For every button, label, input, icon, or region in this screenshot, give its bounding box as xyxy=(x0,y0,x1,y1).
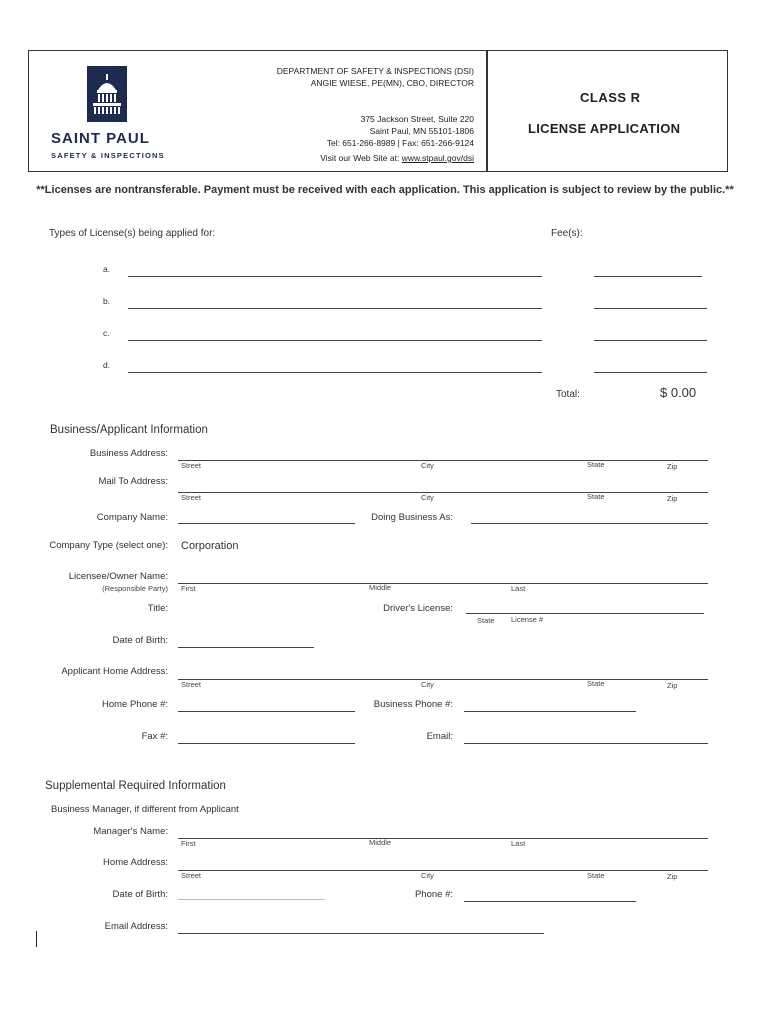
owner-first-label: First xyxy=(181,584,196,593)
manager-home-street: Street xyxy=(181,871,202,880)
drivers-license-label: Driver's License: xyxy=(383,603,453,614)
business-phone-field[interactable] xyxy=(464,711,636,712)
license-row-a-label: a. xyxy=(103,264,111,274)
license-type-a-field[interactable] xyxy=(128,276,542,277)
mail-address-state: State xyxy=(587,492,605,501)
business-address-zip: Zip xyxy=(667,462,678,471)
manager-home-state: State xyxy=(587,871,605,880)
manager-home-address-field[interactable] xyxy=(178,870,708,871)
fee-c-field[interactable] xyxy=(594,340,707,341)
business-phone-label: Business Phone #: xyxy=(373,699,453,710)
license-row-b-label: b. xyxy=(103,296,111,306)
manager-email-label: Email Address: xyxy=(104,921,168,932)
form-title: LICENSE APPLICATION xyxy=(528,121,681,136)
notice-text: **Licenses are nontransferable. Payment must be received with each application. This application is subject to review by the public.** xyxy=(36,184,734,196)
capitol-logo-icon xyxy=(87,66,127,122)
mail-address-street: Street xyxy=(181,493,202,502)
company-type-select[interactable]: Corporation xyxy=(181,540,239,552)
mail-address-zip: Zip xyxy=(667,494,678,503)
fee-a-field[interactable] xyxy=(594,276,702,277)
total-label: Total: xyxy=(556,389,580,400)
home-address-street: Street xyxy=(181,680,202,689)
dob-field[interactable] xyxy=(178,647,314,648)
license-types-label: Types of License(s) being applied for: xyxy=(49,228,216,239)
class-title: CLASS R xyxy=(580,90,641,105)
manager-first-label: First xyxy=(181,839,196,848)
fee-d-field[interactable] xyxy=(594,372,707,373)
address-line-1: 375 Jackson Street, Suite 220 xyxy=(360,114,474,124)
license-row-c-label: c. xyxy=(103,328,110,338)
home-address-field[interactable] xyxy=(178,679,708,680)
logo-name: SAINT PAUL xyxy=(51,130,150,147)
business-address-field[interactable] xyxy=(178,460,708,461)
owner-name-label: Licensee/Owner Name: xyxy=(68,571,168,582)
email-label: Email: xyxy=(426,731,453,742)
total-value[interactable]: $ 0.00 xyxy=(660,385,697,400)
manager-middle-label: Middle xyxy=(369,838,392,847)
mail-address-label: Mail To Address: xyxy=(98,476,168,487)
website-link[interactable]: www.stpaul.gov/dsi xyxy=(401,153,474,163)
drivers-license-state: State xyxy=(477,616,495,625)
manager-home-address-label: Home Address: xyxy=(103,857,168,868)
business-address-state: State xyxy=(587,460,605,469)
owner-middle-label: Middle xyxy=(369,583,392,592)
logo-subtitle: SAFETY & INSPECTIONS xyxy=(51,151,165,160)
mail-address-city: City xyxy=(421,493,434,502)
dba-field[interactable] xyxy=(471,523,708,524)
drivers-license-field[interactable] xyxy=(466,613,704,614)
dob-label: Date of Birth: xyxy=(112,635,168,646)
mail-address-field[interactable] xyxy=(178,492,708,493)
responsible-party-label: (Responsible Party) xyxy=(102,584,168,593)
home-address-city: City xyxy=(421,680,434,689)
manager-last-label: Last xyxy=(511,839,526,848)
manager-phone-field[interactable] xyxy=(464,901,636,902)
department-name: DEPARTMENT OF SAFETY & INSPECTIONS (DSI) xyxy=(276,66,474,76)
business-section-title: Business/Applicant Information xyxy=(50,424,208,436)
email-field[interactable] xyxy=(464,743,708,744)
supplemental-subtitle: Business Manager, if different from Applicant xyxy=(51,804,239,815)
drivers-license-number: License # xyxy=(511,615,544,624)
website-prefix: Visit our Web Site at: xyxy=(320,153,402,163)
manager-home-city: City xyxy=(421,871,434,880)
company-name-field[interactable] xyxy=(178,523,355,524)
fax-field[interactable] xyxy=(178,743,355,744)
manager-dob-label: Date of Birth: xyxy=(112,889,168,900)
company-type-label: Company Type (select one): xyxy=(49,540,168,551)
director-name: ANGIE WIESE, PE(MN), CBO, DIRECTOR xyxy=(310,78,474,88)
dba-label: Doing Business As: xyxy=(371,512,453,523)
license-type-d-field[interactable] xyxy=(128,372,542,373)
fees-label: Fee(s): xyxy=(551,228,583,239)
address-line-2: Saint Paul, MN 55101-1806 xyxy=(369,126,474,136)
company-name-label: Company Name: xyxy=(96,512,168,523)
phone-fax: Tel: 651-266-8989 | Fax: 651-266-9124 xyxy=(326,138,474,148)
owner-name-field[interactable] xyxy=(178,583,708,584)
home-phone-field[interactable] xyxy=(178,711,355,712)
manager-home-zip: Zip xyxy=(667,872,678,881)
manager-name-label: Manager's Name: xyxy=(93,826,168,837)
website-line xyxy=(320,153,474,163)
manager-phone-label: Phone #: xyxy=(414,889,453,900)
business-address-label: Business Address: xyxy=(89,448,168,459)
business-address-city: City xyxy=(421,461,434,470)
home-address-label: Applicant Home Address: xyxy=(61,666,168,677)
fee-b-field[interactable] xyxy=(594,308,707,309)
fax-label: Fax #: xyxy=(141,731,168,742)
manager-email-field[interactable] xyxy=(178,933,544,934)
manager-dob-field[interactable] xyxy=(178,899,325,900)
owner-last-label: Last xyxy=(511,584,526,593)
home-address-zip: Zip xyxy=(667,681,678,690)
license-type-c-field[interactable] xyxy=(128,340,542,341)
text-cursor xyxy=(36,931,37,947)
supplemental-section-title: Supplemental Required Information xyxy=(45,780,226,792)
license-type-b-field[interactable] xyxy=(128,308,542,309)
title-label: Title: xyxy=(147,603,168,614)
manager-name-field[interactable] xyxy=(178,838,708,839)
business-address-street: Street xyxy=(181,461,202,470)
home-address-state: State xyxy=(587,679,605,688)
license-row-d-label: d. xyxy=(103,360,111,370)
home-phone-label: Home Phone #: xyxy=(101,699,168,710)
header-divider xyxy=(486,50,488,172)
